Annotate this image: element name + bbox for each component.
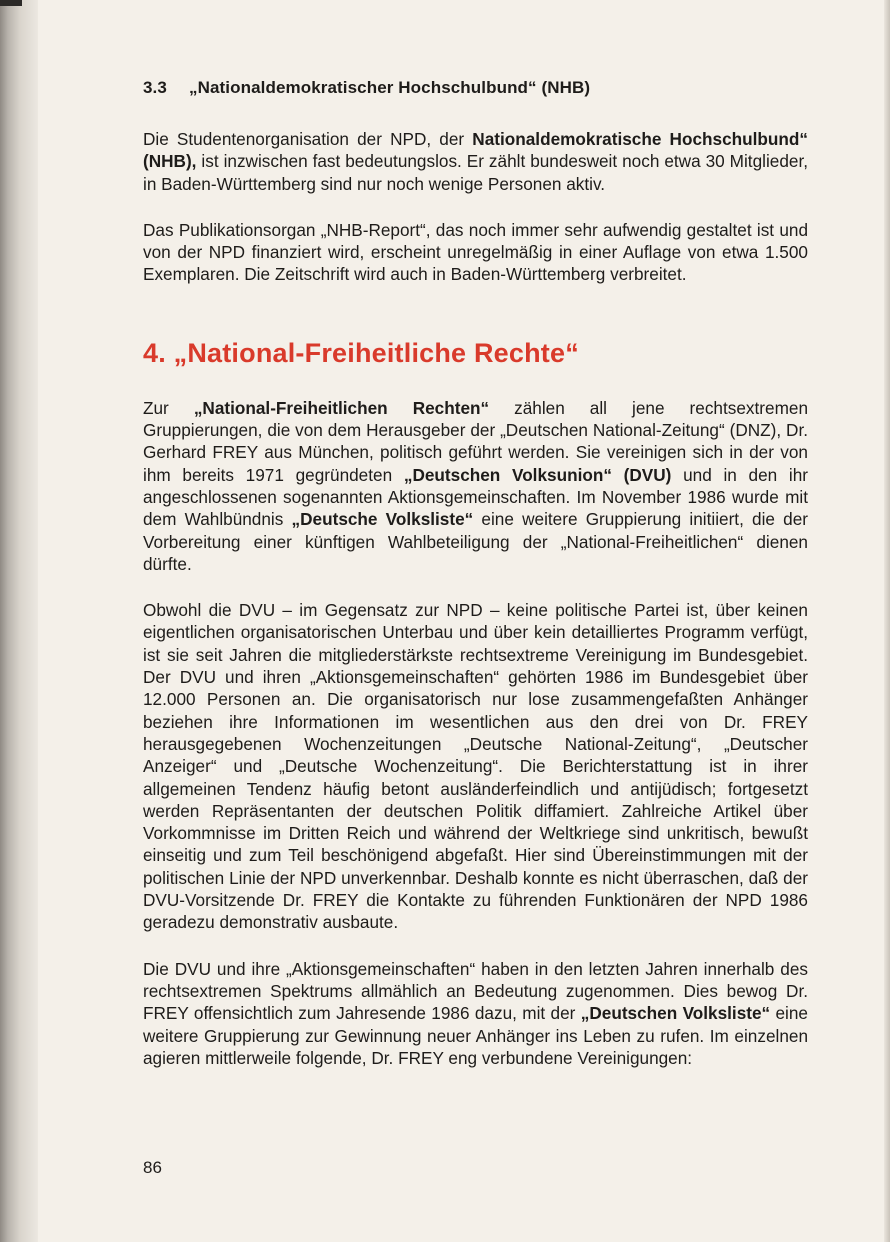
bold-run: „Deutsche Volksliste“ — [291, 509, 474, 530]
page-content — [143, 78, 808, 1093]
book-spine — [0, 0, 38, 1242]
text-run: und in den ihr angeschlossenen sogenannten Aktionsgemeinschaften. Im November 1986 wurde mit dem Wahlbündnis — [143, 464, 809, 530]
page-edge — [884, 0, 890, 1242]
paragraph-dvu-overview — [143, 599, 808, 933]
bold-run: Nationaldemokratische Hochschulbund“ (NHB), — [143, 129, 808, 172]
section-heading — [143, 78, 808, 98]
paragraph-nhb-report — [143, 219, 808, 286]
bold-run: „Deutschen Volksliste“ — [580, 1003, 771, 1024]
text-run: Zur — [143, 397, 194, 418]
chapter-heading: 4. „National-Freiheitliche Rechte“ — [143, 337, 579, 368]
paragraph-dvu-growth — [143, 958, 808, 1069]
text-run: Das Publikationsorgan „NHB-Report“, das noch immer sehr aufwendig gestaltet ist und von der NPD finanziert wird, erscheint unregelmäßig in einer Auflage von etwa 1.500 Exemplaren. Die Zeitschrift wird auch in Baden-Württemberg verbreitet. — [143, 219, 808, 285]
text-run: Obwohl die DVU – im Gegensatz zur NPD – keine politische Partei ist, über keinen eigentlichen organisatorischen Unterbau und über kein detailliertes Programm verfügt, ist sie seit Jahren die mitgliederstärkste rechtsextreme Vereinigung im Bundesgebiet. Der DVU und ihren „Aktionsgemeinschaften“ gehörten 1986 im Bundesgebiet über 12.000 Personen an. Die organisatorisch nur lose zusammengefaßten Anhänger beziehen ihre Informationen im wesentlichen aus den drei von Dr. FREY herausgegebenen Wochenzeitungen „Deutsche National-Zeitung“, „Deutscher Anzeiger“ und „Deutsche Wochenzeitung“. Die Berichterstattung ist in ihrer allgemeinen Tendenz häufig betont ausländerfeindlich und antijüdisch; fortgesetzt werden Repräsentanten der deutschen Politik diffamiert. Zahlreiche Artikel über Vorkommnisse im Dritten Reich und während der Weltkriege sind unkritisch, bewußt einseitig und zum Teil beschönigend abgefaßt. Hier sind Übereinstimmungen mit der politischen Linie der NPD unverkennbar. Deshalb konnte es nicht überraschen, daß der DVU-Vorsitzende Dr. FREY die Kontakte zu führenden Funktionären der NPD 1986 geradezu demonstrativ ausbaute. — [143, 600, 808, 933]
section-number: 3.3 — [143, 78, 167, 97]
section-title: „Nationaldemokratischer Hochschulbund“ (NHB) — [189, 78, 591, 97]
paragraph-national-freiheitliche — [143, 397, 808, 575]
text-run: eine weitere Gruppierung zur Gewinnung neuer Anhänger ins Leben zu rufen. Im einzelnen agieren mittlerweile folgende, Dr. FREY eng verbundene Vereinigungen: — [143, 1003, 808, 1068]
paragraph-nhb-intro — [143, 128, 808, 195]
text-run: Die Studentenorganisation der NPD, der — [143, 129, 473, 149]
text-run: Die DVU und ihre „Aktionsgemeinschaften“ haben in den letzten Jahren innerhalb des rechtsextremen Spektrums allmählich an Bedeutung zugenommen. Dies bewog Dr. FREY offensichtlich zum Jahresende 1986 dazu, mit der — [143, 958, 808, 1024]
page-number: 86 — [143, 1158, 162, 1177]
bold-run: „National-Freiheitlichen Rechten“ — [193, 397, 490, 418]
spine-mark — [0, 0, 22, 6]
text-run: ist inzwischen fast bedeutungslos. Er zählt bundesweit noch etwa 30 Mitglieder, in Baden-Württemberg sind nur noch wenige Personen aktiv. — [143, 151, 808, 194]
text-run: eine weitere Gruppierung initiiert, die der Vorbereitung einer künftigen Wahlbeteiligung der „National-Freiheitlichen“ dienen dürfte. — [143, 509, 808, 574]
text-run: zählen all jene rechtsextremen Gruppierungen, die von dem Herausgeber der „Deutschen National-Zeitung“ (DNZ), Dr. Gerhard FREY aus München, politisch geführt werden. Sie vereinigen sich in der von ihm bereits 1971 gegründeten — [143, 397, 808, 485]
bold-run: „Deutschen Volksunion“ (DVU) — [403, 464, 672, 485]
